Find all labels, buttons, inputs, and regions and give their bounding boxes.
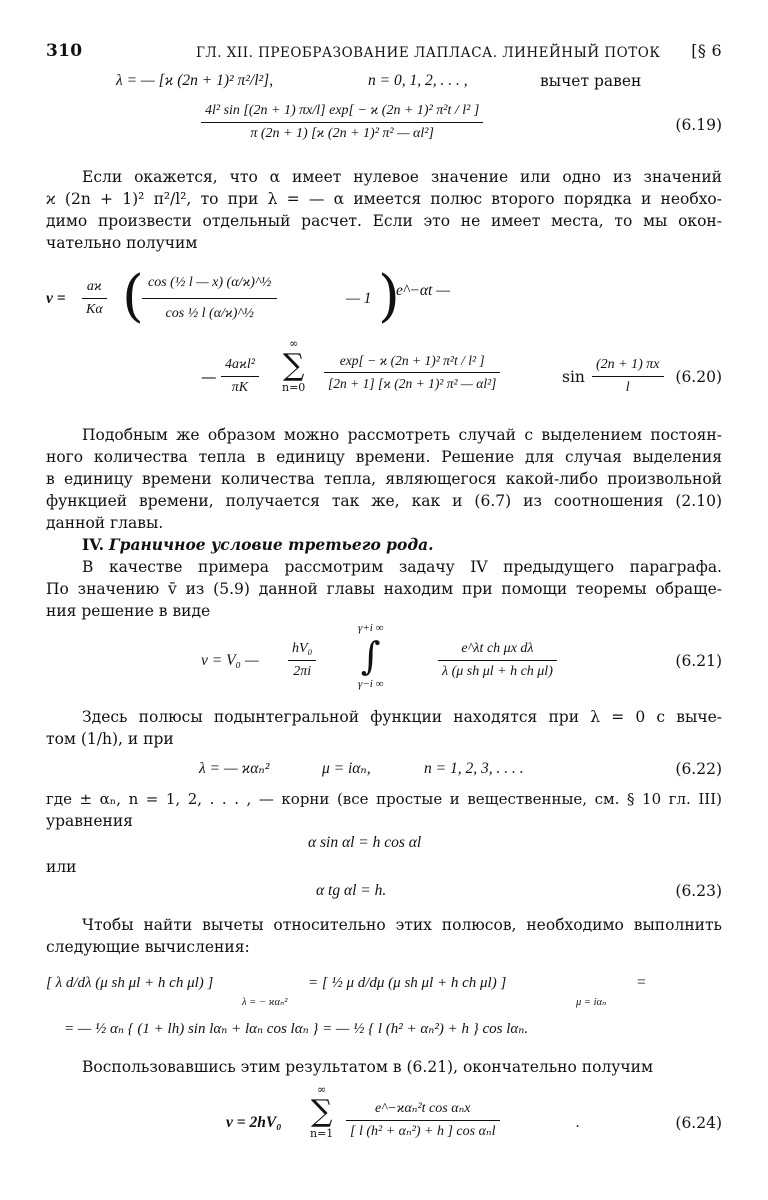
- section-heading: [46, 534, 722, 556]
- eq620-sin-num: (2n + 1) πx: [592, 354, 664, 377]
- eq624-term-den: [ l (h² + αₙ²) + h ] cos αₙl: [350, 1124, 496, 1139]
- eq-alpha-expr: α sin αl = h cos αl: [308, 834, 422, 851]
- paragraph-3: [46, 556, 722, 622]
- calc-end: =: [636, 974, 647, 991]
- eq619-number: (6.19): [675, 116, 722, 134]
- eq624-term: [346, 1098, 500, 1143]
- eq621-integrand-num: e^λt ch μx dλ: [438, 638, 557, 661]
- eq623-number: (6.23): [675, 882, 722, 900]
- calc-right: = [ ½ μ d/dμ (μ sh μl + h ch μl) ]: [308, 975, 507, 991]
- integral-icon: ∫: [360, 634, 381, 678]
- eq620-sum-top: ∞: [289, 337, 299, 350]
- ili-line: [46, 856, 722, 876]
- eq-intro-line: [46, 70, 722, 92]
- paragraph-2: [46, 424, 722, 534]
- eq621-integrand: [438, 638, 557, 683]
- eq620-minus-one: — 1: [346, 290, 372, 307]
- eq620-number: (6.20): [675, 368, 722, 386]
- equation-6-19: [46, 96, 722, 158]
- eq620-coef2: [221, 354, 259, 399]
- eq620-sum-bottom: n=0: [282, 381, 306, 394]
- eq620-cos-den: cos ½ l (α/ϰ)^½: [165, 306, 254, 321]
- eq620-coef2-den: πK: [231, 380, 249, 395]
- para6-line: Чтобы найти вычеты относительно этих полюсов, необходимо выполнить: [82, 916, 722, 934]
- section-marker: [§ 6: [691, 41, 722, 60]
- para2-line: функцией времени, получается так же, как и (6.7) из соотношения (2.10): [46, 492, 722, 510]
- eq622-a: λ = — ϰαₙ²: [199, 760, 270, 777]
- eq624-sum-bottom: n=1: [310, 1127, 334, 1140]
- eq620-coef-num: aϰ: [82, 276, 107, 299]
- eq623-expr: α tg αl = h.: [316, 882, 387, 899]
- sigma-icon: ∑: [310, 1094, 333, 1129]
- eq622-c: n = 1, 2, 3, . . . .: [424, 760, 524, 777]
- calc-right-sub: μ = iαₙ: [576, 997, 607, 1008]
- eq620-coef: [82, 276, 107, 321]
- eq620-exp: e^−αt —: [396, 282, 450, 299]
- eq624-number: (6.24): [675, 1114, 722, 1132]
- eq619-denominator: π (2n + 1) [ϰ (2n + 1)² π² — αl²]: [250, 126, 434, 141]
- eq624-lhs: v = 2hV₀: [226, 1114, 282, 1131]
- eq620-sin-frac: [592, 354, 664, 399]
- eq621-coef-den: 2πi: [293, 664, 312, 679]
- page-number: 310: [46, 41, 83, 61]
- eq621-number: (6.21): [675, 652, 722, 670]
- eq620-term-den: [2n + 1] [ϰ (2n + 1)² π² — αl²]: [328, 376, 497, 391]
- eq-intro-tail: вычет равен: [540, 72, 642, 90]
- equation-6-22: [46, 754, 722, 786]
- eq620-close-paren: ): [378, 264, 400, 329]
- equation-6-23: [46, 876, 722, 906]
- eq621-coef-num: hV₀: [288, 638, 316, 661]
- eq620-minus: —: [201, 368, 217, 386]
- eq624-sum: [310, 1084, 333, 1140]
- paragraph-1: [46, 166, 722, 254]
- eq620-cos-fraction: [142, 268, 277, 329]
- para5-line: где ± αₙ, n = 1, 2, . . . , — корни (все простые и вещественные, см. § 10 гл. III): [46, 790, 722, 808]
- para4-line: Здесь полюсы подынтегральной функции находятся при λ = 0 с выче-: [82, 708, 722, 726]
- eq-n-values: n = 0, 1, 2, . . . ,: [368, 72, 468, 89]
- eq-lambda: λ = — [ϰ (2n + 1)² π²/l²],: [116, 72, 274, 89]
- ili-word: или: [46, 858, 77, 876]
- sigma-icon: ∑: [282, 348, 305, 383]
- eq620-term: [324, 350, 500, 395]
- para3-line: В качестве примера рассмотрим задачу IV предыдущего параграфа.: [82, 558, 722, 576]
- equation-alpha: [46, 832, 722, 856]
- eq620-open-paren: (: [122, 264, 144, 329]
- para3-line: ния решение в виде: [46, 602, 211, 620]
- eq624-dot: .: [576, 1114, 580, 1131]
- paragraph-6: [46, 914, 722, 958]
- eq621-int-top: γ+i ∞: [358, 622, 384, 634]
- equation-calc-line1: [46, 966, 722, 1010]
- para1-line: ϰ (2n + 1)² π²/l², то при λ = — α имеется полюс второго порядка и необхо-: [46, 190, 722, 208]
- section-numeral: IV.: [82, 535, 104, 554]
- para1-line: димо произвести отдельный расчет. Если это не имеет места, то мы окон-: [46, 212, 722, 230]
- para5-line: уравнения: [46, 812, 133, 830]
- running-title: ГЛ. XII. ПРЕОБРАЗОВАНИЕ ЛАПЛАСА. ЛИНЕЙНЫЙ ПОТОК: [196, 45, 661, 61]
- paragraph-5: [46, 788, 722, 832]
- eq621-coef: [288, 638, 316, 683]
- para2-line: Подобным же образом можно рассмотреть случай с выделением постоян-: [82, 426, 722, 444]
- eq621-lhs: v = V₀ —: [201, 652, 259, 669]
- eq624-sum-top: ∞: [317, 1083, 327, 1096]
- paragraph-4: [46, 706, 722, 750]
- eq624-term-num: e^−ϰαₙ²t cos αₙx: [346, 1098, 500, 1121]
- para2-line: данной главы.: [46, 514, 164, 532]
- calc-line2: = — ½ αₙ { (1 + lh) sin lαₙ + lαₙ cos lαₙ } = — ½ { l (h² + αₙ²) + h } cos lαₙ.: [64, 1021, 529, 1037]
- running-header: [46, 40, 722, 66]
- eq620-cos-num: cos (½ l — x) (α/ϰ)^½: [142, 268, 277, 299]
- paragraph-7: Воспользовавшись этим результатом в (6.21), окончательно получим: [82, 1058, 654, 1076]
- eq622-b: μ = iαₙ,: [322, 760, 371, 777]
- para2-line: ного количества тепла в единицу времени. Решение для случая выделения: [46, 448, 722, 466]
- eq620-sin: sin: [562, 368, 585, 386]
- para1-line: Если окажется, что α имеет нулевое значение или одно из значений: [82, 168, 722, 186]
- para3-line: По значению v̄ из (5.9) данной главы находим при помощи теоремы обраще-: [46, 580, 722, 598]
- equation-6-20-line2: [46, 338, 722, 414]
- equation-calc-line2: [46, 1010, 722, 1048]
- para2-line: в единицу времени количества тепла, являющегося какой-либо произвольной: [46, 470, 722, 488]
- eq619-fraction: [201, 100, 483, 145]
- eq621-integral: [358, 622, 383, 690]
- eq620-coef-den: Kα: [86, 302, 103, 317]
- para4-line: том (1/h), и при: [46, 730, 174, 748]
- eq620-sum: [282, 338, 305, 394]
- eq620-lhs: v =: [46, 290, 66, 307]
- calc-left: [ λ d/dλ (μ sh μl + h ch μl) ]: [46, 975, 214, 991]
- eq622-number: (6.22): [675, 760, 722, 778]
- para6-line: следующие вычисления:: [46, 938, 250, 956]
- equation-6-21: [46, 622, 722, 700]
- para1-line: чательно получим: [46, 234, 198, 252]
- eq620-sin-den: l: [625, 380, 630, 395]
- section-title: Граничное условие третьего рода.: [108, 535, 434, 554]
- equation-6-20-line1: [46, 260, 722, 338]
- eq619-numerator: 4l² sin [(2n + 1) πx/l] exp[ − ϰ (2n + 1)² π²t / l² ]: [201, 100, 483, 123]
- eq621-int-bottom: γ−i ∞: [358, 678, 384, 690]
- calc-left-sub: λ = − ϰαₙ²: [242, 997, 288, 1008]
- eq621-integrand-den: λ (μ sh μl + h ch μl): [442, 664, 553, 679]
- equation-6-24: [46, 1084, 722, 1160]
- eq620-term-num: exp[ − ϰ (2n + 1)² π²t / l² ]: [324, 350, 500, 373]
- eq620-coef2-num: 4aϰl²: [221, 354, 259, 377]
